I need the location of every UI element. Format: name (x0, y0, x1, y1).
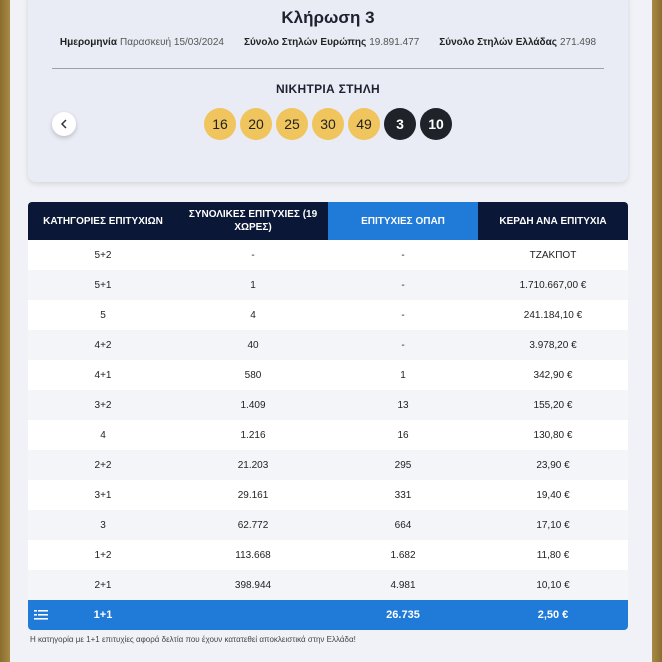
date-info (60, 37, 224, 48)
total-wins-cell: 1.409 (240, 399, 266, 411)
winning-numbers (28, 108, 628, 140)
total-prize-cell: 2,50 € (537, 609, 569, 621)
prize-cell: 19,40 € (536, 489, 570, 501)
total-wins-cell: 113.668 (235, 549, 271, 561)
opap-wins-cell: 1 (400, 369, 406, 381)
prize-cell: 3.978,20 € (529, 339, 577, 351)
table-row (28, 240, 628, 270)
europe-info (244, 37, 419, 48)
winning-label: ΝΙΚΗΤΡΙΑ ΣΤΗΛΗ (275, 82, 381, 96)
category-cell: 3 (100, 519, 106, 531)
opap-wins-cell: 4.981 (390, 579, 416, 591)
opap-wins-cell: 1.682 (390, 549, 416, 561)
table-row (28, 360, 628, 390)
total-wins-cell: 4 (250, 309, 256, 321)
category-cell: 3+1 (94, 489, 112, 501)
prize-cell: 241.184,10 € (523, 309, 583, 321)
draw-meta (28, 37, 628, 48)
header-total-wins: ΣΥΝΟΛΙΚΕΣ ΕΠΙΤΥΧΙΕΣ (19 ΧΩΡΕΣ) (178, 202, 328, 240)
euro-number-ball: 3 (384, 108, 416, 140)
opap-wins-cell: 16 (397, 429, 409, 441)
category-cell: 5+2 (94, 249, 112, 261)
date-label: Ημερομηνία (59, 37, 117, 48)
draw-card (28, 0, 628, 182)
europe-label: Σύνολο Στηλών Ευρώπης (243, 37, 367, 48)
prize-cell: 10,10 € (536, 579, 570, 591)
prize-cell: 1.710.667,00 € (519, 279, 587, 291)
total-wins-cell: 1.216 (240, 429, 266, 441)
greece-value: 271.498 (559, 37, 597, 48)
category-cell: 4+1 (94, 369, 112, 381)
table-row (28, 480, 628, 510)
main-number-ball: 25 (276, 108, 308, 140)
category-cell: 2+2 (94, 459, 112, 471)
header-categories: ΚΑΤΗΓΟΡΙΕΣ ΕΠΙΤΥΧΙΩΝ (28, 202, 178, 240)
footnote: Η κατηγορία με 1+1 επιτυχίες αφορά δελτία που έχουν κατατεθεί αποκλειστικά στην Ελλάδα! (30, 635, 356, 644)
table-row (28, 540, 628, 570)
prize-cell: 23,90 € (536, 459, 570, 471)
category-cell: 2+1 (94, 579, 112, 591)
prize-cell: 342,90 € (533, 369, 573, 381)
table-row (28, 330, 628, 360)
euro-number-ball: 10 (420, 108, 452, 140)
category-cell: 4+2 (94, 339, 112, 351)
total-wins-cell: 40 (247, 339, 259, 351)
opap-wins-cell: 664 (394, 519, 412, 531)
greece-info (439, 37, 596, 48)
category-cell: 3+2 (94, 399, 112, 411)
opap-wins-cell: 13 (397, 399, 409, 411)
prize-cell: ΤΖΑΚΠΟΤ (529, 249, 577, 261)
table-body (28, 240, 628, 600)
total-wins-cell: 62.772 (237, 519, 269, 531)
opap-wins-cell: - (401, 339, 405, 351)
main-number-ball: 49 (348, 108, 380, 140)
table-row (28, 570, 628, 600)
sum-list-icon (34, 609, 48, 621)
table-row (28, 420, 628, 450)
total-opap-cell: 26.735 (386, 609, 420, 621)
total-category: 1+1 (93, 609, 113, 621)
category-cell: 1+2 (94, 549, 112, 561)
total-category-cell (28, 600, 178, 630)
europe-value: 19.891.477 (369, 37, 420, 48)
header-opap-wins: ΕΠΙΤΥΧΙΕΣ ΟΠΑΠ (328, 202, 478, 240)
prize-cell: 155,20 € (533, 399, 573, 411)
main-number-ball: 16 (204, 108, 236, 140)
total-wins-cell: 21.203 (237, 459, 269, 471)
main-number-ball: 30 (312, 108, 344, 140)
table-header (28, 202, 628, 240)
category-cell: 5+1 (94, 279, 112, 291)
opap-wins-cell: - (401, 249, 405, 261)
opap-wins-cell: - (401, 309, 405, 321)
header-prize: ΚΕΡΔΗ ΑΝΑ ΕΠΙΤΥΧΙΑ (478, 202, 628, 240)
total-wins-cell: 580 (244, 369, 262, 381)
date-value: Παρασκευή 15/03/2024 (119, 37, 224, 48)
draw-title: Κλήρωση 3 (281, 8, 375, 27)
opap-wins-cell: 331 (394, 489, 412, 501)
prize-cell: 17,10 € (536, 519, 570, 531)
main-number-ball: 20 (240, 108, 272, 140)
prize-cell: 11,80 € (536, 549, 570, 561)
prize-cell: 130,80 € (533, 429, 573, 441)
table-row (28, 450, 628, 480)
table-total-row (28, 600, 628, 630)
table-row (28, 510, 628, 540)
total-wins-cell: 29.161 (237, 489, 269, 501)
table-row (28, 270, 628, 300)
total-wins-cell (178, 600, 328, 630)
greece-label: Σύνολο Στηλών Ελλάδας (439, 37, 557, 48)
opap-wins-cell: 295 (394, 459, 412, 471)
table-row (28, 300, 628, 330)
total-wins-cell: 398.944 (234, 579, 272, 591)
divider (52, 68, 604, 69)
category-cell: 5 (100, 309, 106, 321)
opap-wins-cell: - (401, 279, 405, 291)
total-wins-cell: 1 (250, 279, 256, 291)
category-cell: 4 (100, 429, 106, 441)
table-row (28, 390, 628, 420)
page (10, 0, 652, 662)
prize-table (28, 202, 628, 630)
total-wins-cell: - (251, 249, 255, 261)
